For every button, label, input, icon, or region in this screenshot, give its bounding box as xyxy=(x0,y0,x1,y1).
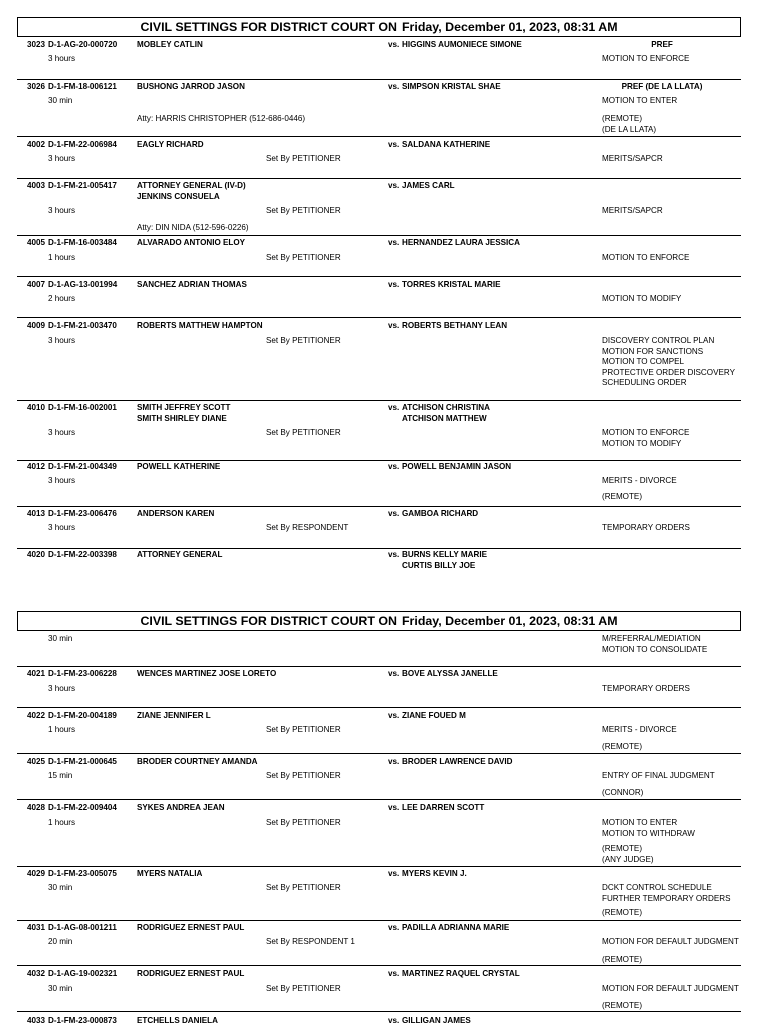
set-by-label: Set By PETITIONER xyxy=(266,818,341,827)
respondent-name: LEE DARREN SCOTT xyxy=(402,803,485,812)
respondent-name: HERNANDEZ LAURA JESSICA xyxy=(402,238,520,247)
petitioner-name: SMITH SHIRLEY DIANE xyxy=(137,413,227,423)
docket-number[interactable]: D-1-FM-22-003398 xyxy=(48,550,117,559)
motion-item: TEMPORARY ORDERS xyxy=(602,523,690,532)
vs-label: vs. xyxy=(388,462,400,471)
set-by-label: Set By PETITIONER xyxy=(266,206,341,215)
divider xyxy=(17,317,741,318)
motion-item: MOTION FOR DEFAULT JUDGMENT xyxy=(602,984,739,993)
header-date: Friday, December 01, 2023, 08:31 AM xyxy=(401,20,618,34)
respondent-name: MARTINEZ RAQUEL CRYSTAL xyxy=(402,969,520,978)
respondent-name: ZIANE FOUED M xyxy=(402,711,466,720)
case-number: 4028 xyxy=(27,803,46,812)
motion-item: DCKT CONTROL SCHEDULE xyxy=(602,883,712,892)
attorney-info: Atty: DIN NIDA (512-596-0226) xyxy=(137,223,249,232)
respondent-name: ATCHISON CHRISTINA xyxy=(402,403,490,412)
petitioner-name: ETCHELLS DANIELA xyxy=(137,1016,218,1025)
setting-note: (CONNOR) xyxy=(602,788,644,797)
motion-item: MOTION TO MODIFY xyxy=(602,294,682,303)
motion-item: MOTION TO ENTER xyxy=(602,96,678,105)
respondent-name: ROBERTS BETHANY LEAN xyxy=(402,321,508,330)
docket-number[interactable]: D-1-FM-16-003484 xyxy=(48,238,117,247)
case-number: 4009 xyxy=(27,321,46,330)
petitioner-name: MOBLEY CATLIN xyxy=(137,40,203,49)
set-by-label: Set By RESPONDENT 1 xyxy=(266,937,355,946)
hearing-duration: 3 hours xyxy=(48,684,75,693)
docket-number[interactable]: D-1-FM-18-006121 xyxy=(48,82,117,91)
hearing-duration: 1 hours xyxy=(48,253,75,262)
docket-number[interactable]: D-1-AG-20-000720 xyxy=(48,40,118,49)
motion-item: MOTION TO CONSOLIDATE xyxy=(602,644,708,654)
case-number: 4020 xyxy=(27,550,46,559)
petitioner-name: ZIANE JENNIFER L xyxy=(137,711,211,720)
docket-number[interactable]: D-1-FM-23-006476 xyxy=(48,509,117,518)
petitioner-name: ATTORNEY GENERAL (IV-D) xyxy=(137,181,246,190)
hearing-duration: 30 min xyxy=(48,883,73,892)
setting-note: (REMOTE) xyxy=(602,955,643,964)
hearing-duration: 3 hours xyxy=(48,428,75,437)
case-entry xyxy=(17,757,741,797)
hearing-duration: 3 hours xyxy=(48,336,75,345)
divider xyxy=(17,400,741,401)
set-by-label: Set By PETITIONER xyxy=(266,771,341,780)
set-by-label: Set By PETITIONER xyxy=(266,883,341,892)
divider xyxy=(17,79,741,80)
respondent-name: GILLIGAN JAMES xyxy=(402,1016,471,1025)
case-entry xyxy=(17,550,741,570)
docket-number[interactable]: D-1-FM-21-004349 xyxy=(48,462,117,471)
hearing-duration: 3 hours xyxy=(48,476,75,485)
set-by-label: Set By RESPONDENT xyxy=(266,523,349,532)
motion-item: SCHEDULING ORDER xyxy=(602,378,687,387)
divider xyxy=(17,753,741,754)
docket-number[interactable]: D-1-FM-22-006984 xyxy=(48,140,117,149)
respondent-name: TORRES KRISTAL MARIE xyxy=(402,280,501,289)
setting-note: (REMOTE) xyxy=(602,114,643,123)
petitioner-name: RODRIGUEZ ERNEST PAUL xyxy=(137,923,245,932)
motion-item: PROTECTIVE ORDER DISCOVERY xyxy=(602,367,735,377)
hearing-duration: 30 min xyxy=(48,634,73,643)
set-by-label: Set By PETITIONER xyxy=(266,984,341,993)
case-number: 4033 xyxy=(27,1016,46,1025)
hearing-duration: 3 hours xyxy=(48,206,75,215)
divider xyxy=(17,799,741,800)
petitioner-name: WENCES MARTINEZ JOSE LORETO xyxy=(137,669,277,678)
vs-label: vs. xyxy=(388,40,400,49)
case-number: 4031 xyxy=(27,923,46,932)
motion-item: MERITS - DIVORCE xyxy=(602,725,677,734)
attorney-info: Atty: HARRIS CHRISTOPHER (512-686-0446) xyxy=(137,114,306,123)
case-entry xyxy=(17,140,741,163)
respondent-name: HIGGINS AUMONIECE SIMONE xyxy=(402,40,522,49)
case-entry xyxy=(17,634,741,654)
docket-number[interactable]: D-1-FM-23-000873 xyxy=(48,1016,117,1025)
case-entry xyxy=(17,181,741,232)
divider xyxy=(17,235,741,236)
hearing-duration: 1 hours xyxy=(48,818,75,827)
setting-note: (REMOTE) xyxy=(602,1001,643,1010)
case-entry xyxy=(17,40,741,63)
divider xyxy=(17,666,741,667)
case-number: 4022 xyxy=(27,711,46,720)
case-number: 4007 xyxy=(27,280,46,289)
hearing-duration: 30 min xyxy=(48,96,73,105)
header-title: CIVIL SETTINGS FOR DISTRICT COURT ON xyxy=(140,20,397,34)
setting-note: (REMOTE) xyxy=(602,492,643,501)
case-entry xyxy=(17,321,741,387)
motion-item: TEMPORARY ORDERS xyxy=(602,684,690,693)
case-entry xyxy=(17,923,741,964)
hearing-duration: 30 min xyxy=(48,984,73,993)
motion-item: MERITS/SAPCR xyxy=(602,154,663,163)
respondent-name: PADILLA ADRIANNA MARIE xyxy=(402,923,510,932)
petitioner-name: SMITH JEFFREY SCOTT xyxy=(137,403,231,412)
motion-item: FURTHER TEMPORARY ORDERS xyxy=(602,893,731,903)
case-entry xyxy=(17,238,741,262)
respondent-name: BOVE ALYSSA JANELLE xyxy=(402,669,498,678)
docket-number[interactable]: D-1-FM-21-005417 xyxy=(48,181,117,190)
docket-number[interactable]: D-1-FM-20-004189 xyxy=(48,711,117,720)
respondent-name: SIMPSON KRISTAL SHAE xyxy=(402,82,501,91)
vs-label: vs. xyxy=(388,509,400,518)
hearing-duration: 3 hours xyxy=(48,523,75,532)
case-entry xyxy=(17,803,741,864)
hearing-duration: 1 hours xyxy=(48,725,75,734)
vs-label: vs. xyxy=(388,1016,400,1025)
case-entry xyxy=(17,1016,741,1025)
case-number: 4003 xyxy=(27,181,46,190)
motion-item: MOTION TO ENFORCE xyxy=(602,253,690,262)
petitioner-name: JENKINS CONSUELA xyxy=(137,191,220,201)
page-header xyxy=(17,611,741,631)
case-number: 4012 xyxy=(27,462,46,471)
motion-item: MOTION TO ENTER xyxy=(602,818,678,827)
vs-label: vs. xyxy=(388,181,400,190)
divider xyxy=(17,1011,741,1012)
set-by-label: Set By PETITIONER xyxy=(266,725,341,734)
case-entry xyxy=(17,280,741,303)
case-number: 4010 xyxy=(27,403,46,412)
case-entry xyxy=(17,869,741,917)
case-number: 4029 xyxy=(27,869,46,878)
case-number: 4025 xyxy=(27,757,46,766)
vs-label: vs. xyxy=(388,321,400,330)
respondent-name: ATCHISON MATTHEW xyxy=(402,413,487,423)
vs-label: vs. xyxy=(388,869,400,878)
set-by-label: Set By PETITIONER xyxy=(266,428,341,437)
respondent-name: BRODER LAWRENCE DAVID xyxy=(402,757,513,766)
docket-number[interactable]: D-1-AG-19-002321 xyxy=(48,969,118,978)
petitioner-name: SYKES ANDREA JEAN xyxy=(137,803,225,812)
case-entry xyxy=(17,82,741,134)
case-entry xyxy=(17,403,741,448)
divider xyxy=(17,707,741,708)
respondent-name: BURNS KELLY MARIE xyxy=(402,550,487,559)
vs-label: vs. xyxy=(388,238,400,247)
vs-label: vs. xyxy=(388,140,400,149)
petitioner-name: ATTORNEY GENERAL xyxy=(137,550,223,559)
docket-number[interactable]: D-1-FM-23-006228 xyxy=(48,669,117,678)
respondent-name: JAMES CARL xyxy=(402,181,455,190)
motion-item: MOTION TO ENFORCE xyxy=(602,54,690,63)
motion-item: MOTION TO COMPEL xyxy=(602,357,684,366)
hearing-duration: 20 min xyxy=(48,937,73,946)
petitioner-name: ALVARADO ANTONIO ELOY xyxy=(137,238,246,247)
case-number: 4013 xyxy=(27,509,46,518)
petitioner-name: SANCHEZ ADRIAN THOMAS xyxy=(137,280,247,289)
setting-note: (DE LA LLATA) xyxy=(602,124,657,134)
petitioner-name: BUSHONG JARROD JASON xyxy=(137,82,245,91)
motion-item: MOTION TO WITHDRAW xyxy=(602,828,695,838)
motion-item: MERITS/SAPCR xyxy=(602,206,663,215)
motion-item: DISCOVERY CONTROL PLAN xyxy=(602,336,715,345)
vs-label: vs. xyxy=(388,669,400,678)
vs-label: vs. xyxy=(388,803,400,812)
divider xyxy=(17,920,741,921)
petitioner-name: POWELL KATHERINE xyxy=(137,462,221,471)
divider xyxy=(17,136,741,137)
motion-item: ENTRY OF FINAL JUDGMENT xyxy=(602,771,715,780)
page-header xyxy=(17,17,741,37)
set-by-label: Set By PETITIONER xyxy=(266,154,341,163)
case-number: 3023 xyxy=(27,40,46,49)
hearing-duration: 3 hours xyxy=(48,54,75,63)
docket-number[interactable]: D-1-FM-21-000645 xyxy=(48,757,117,766)
case-entry xyxy=(17,462,741,501)
respondent-name: SALDANA KATHERINE xyxy=(402,140,491,149)
case-number: 4005 xyxy=(27,238,46,247)
petitioner-name: ROBERTS MATTHEW HAMPTON xyxy=(137,321,263,330)
divider xyxy=(17,965,741,966)
respondent-name: GAMBOA RICHARD xyxy=(402,509,479,518)
respondent-name: CURTIS BILLY JOE xyxy=(402,560,476,570)
set-by-label: Set By PETITIONER xyxy=(266,336,341,345)
vs-label: vs. xyxy=(388,969,400,978)
setting-note: (REMOTE) xyxy=(602,844,643,853)
case-entry xyxy=(17,669,741,693)
case-entry xyxy=(17,509,741,532)
divider xyxy=(17,866,741,867)
vs-label: vs. xyxy=(388,82,400,91)
case-number: 4002 xyxy=(27,140,46,149)
motion-item: MOTION FOR SANCTIONS xyxy=(602,346,704,356)
motion-item: MOTION TO ENFORCE xyxy=(602,428,690,437)
divider xyxy=(17,178,741,179)
petitioner-name: MYERS NATALIA xyxy=(137,869,203,878)
motion-item: MOTION TO MODIFY xyxy=(602,438,682,448)
divider xyxy=(17,506,741,507)
divider xyxy=(17,460,741,461)
motion-item: MOTION FOR DEFAULT JUDGMENT xyxy=(602,937,739,946)
vs-label: vs. xyxy=(388,711,400,720)
hearing-duration: 15 min xyxy=(48,771,73,780)
divider xyxy=(17,548,741,549)
setting-note: (REMOTE) xyxy=(602,908,643,917)
case-entry xyxy=(17,969,741,1010)
hearing-duration: 3 hours xyxy=(48,154,75,163)
respondent-name: MYERS KEVIN J. xyxy=(402,869,467,878)
docket-number[interactable]: D-1-FM-23-005075 xyxy=(48,869,117,878)
petitioner-name: BRODER COURTNEY AMANDA xyxy=(137,757,258,766)
case-number: 4032 xyxy=(27,969,46,978)
vs-label: vs. xyxy=(388,280,400,289)
case-entry xyxy=(17,711,741,751)
vs-label: vs. xyxy=(388,403,400,412)
docket-number[interactable]: D-1-AG-08-001211 xyxy=(48,923,117,932)
header-title: CIVIL SETTINGS FOR DISTRICT COURT ON xyxy=(140,614,397,628)
case-number: 4021 xyxy=(27,669,46,678)
motion-item: M/REFERRAL/MEDIATION xyxy=(602,634,701,643)
setting-note: (ANY JUDGE) xyxy=(602,854,654,864)
docket-number[interactable]: D-1-FM-22-009404 xyxy=(48,803,117,812)
preference-label: PREF xyxy=(651,40,673,49)
case-number: 3026 xyxy=(27,82,46,91)
vs-label: vs. xyxy=(388,923,400,932)
hearing-duration: 2 hours xyxy=(48,294,75,303)
petitioner-name: ANDERSON KAREN xyxy=(137,509,215,518)
respondent-name: POWELL BENJAMIN JASON xyxy=(402,462,512,471)
preference-label: PREF (DE LA LLATA) xyxy=(621,82,703,91)
setting-note: (REMOTE) xyxy=(602,742,643,751)
vs-label: vs. xyxy=(388,550,400,559)
docket-number[interactable]: D-1-AG-13-001994 xyxy=(48,280,118,289)
header-date: Friday, December 01, 2023, 08:31 AM xyxy=(401,614,618,628)
divider xyxy=(17,276,741,277)
vs-label: vs. xyxy=(388,757,400,766)
petitioner-name: RODRIGUEZ ERNEST PAUL xyxy=(137,969,245,978)
motion-item: MERITS - DIVORCE xyxy=(602,476,677,485)
petitioner-name: EAGLY RICHARD xyxy=(137,140,204,149)
set-by-label: Set By PETITIONER xyxy=(266,253,341,262)
docket-number[interactable]: D-1-FM-21-003470 xyxy=(48,321,117,330)
docket-number[interactable]: D-1-FM-16-002001 xyxy=(48,403,117,412)
